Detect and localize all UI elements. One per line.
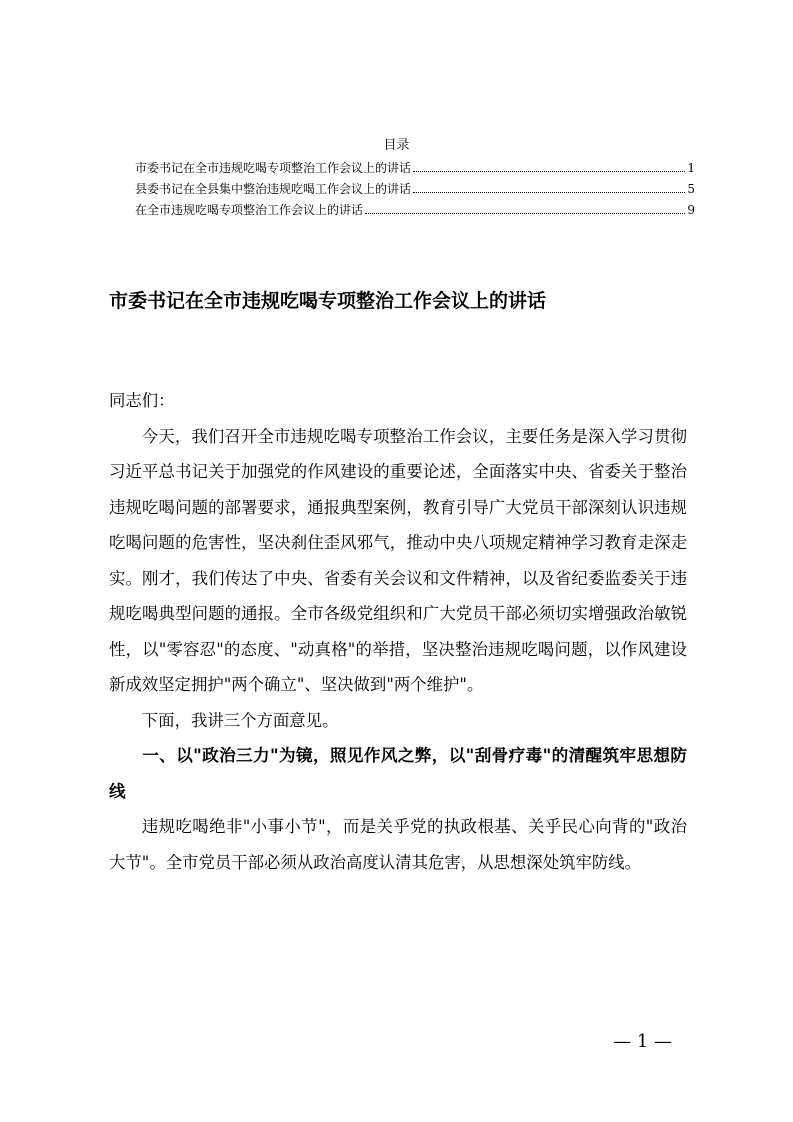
toc-entry-text: 在全市违规吃喝专项整治工作会议上的讲话 <box>135 203 364 217</box>
toc-entry[interactable] <box>135 181 695 202</box>
toc-entry[interactable] <box>135 160 695 181</box>
table-of-contents <box>135 160 695 223</box>
document-body <box>109 383 687 880</box>
toc-entry[interactable] <box>135 202 695 223</box>
toc-entry-page: 1 <box>687 161 695 175</box>
toc-entry-text: 县委书记在全县集中整治违规吃喝工作会议上的讲话 <box>135 182 412 196</box>
toc-leader-dots <box>413 192 685 193</box>
body-paragraph: 今天，我们召开全市违规吃喝专项整治工作会议，主要任务是深入学习贯彻习近平总书记关于加强党的作风建设的重要论述，全面落实中央、省委关于整治违规吃喝问题的部署要求，通报典型案例，教育引导广大党员干部深刻认识违规吃喝问题的危害性，坚决刹住歪风邪气，推动中央八项规定精神学习教育走深走实。刚才，我们传达了中央、省委有关会议和文件精神，以及省纪委监委关于违规吃喝典型问题的通报。全市各级党组织和广大党员干部必须切实增强政治敏锐性，以"零容忍"的态度、"动真格"的举措，坚决整治违规吃喝问题，以作风建设新成效坚定拥护"两个确立"、坚决做到"两个维护"。 <box>109 426 687 694</box>
page-number: — 1 — <box>613 1031 672 1052</box>
toc-entry-page: 5 <box>687 182 695 196</box>
document-title: 市委书记在全市违规吃喝专项整治工作会议上的讲话 <box>109 290 547 312</box>
body-paragraph: 下面，我讲三个方面意见。 <box>141 710 339 730</box>
salutation: 同志们： <box>109 391 175 410</box>
toc-entry-text: 市委书记在全市违规吃喝专项整治工作会议上的讲话 <box>135 161 412 175</box>
body-paragraph: 违规吃喝绝非"小事小节"，而是关乎党的执政根基、关乎民心向背的"政治大节"。全市党员干部必须从政治高度认清其危害，从思想深处筑牢防线。 <box>109 817 687 872</box>
section-heading: 一、以"政治三力"为镜，照见作风之弊，以"刮骨疗毒"的清醒筑牢思想防线 <box>109 746 687 801</box>
toc-leader-dots <box>365 213 685 214</box>
toc-leader-dots <box>413 171 685 172</box>
toc-title: 目录 <box>383 138 410 153</box>
toc-entry-page: 9 <box>687 203 695 217</box>
